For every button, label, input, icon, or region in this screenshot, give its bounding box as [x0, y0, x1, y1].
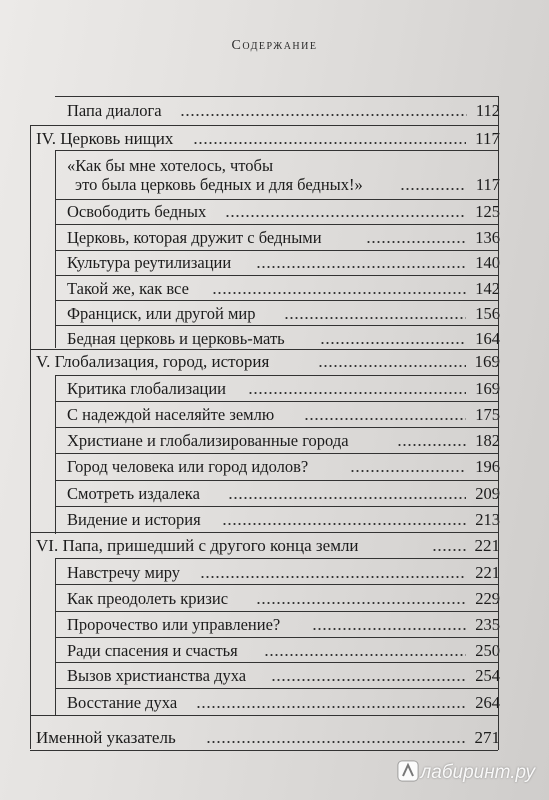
frame-line [55, 150, 498, 151]
frame-line [55, 662, 498, 663]
leader-dots [212, 290, 466, 296]
entry-title: Освободить бедных [67, 202, 207, 221]
toc-entry [0, 228, 549, 250]
leader-dots [206, 739, 466, 745]
toc-entry [0, 329, 549, 351]
entry-title: Христиане и глобализированные города [67, 431, 349, 450]
entry-title: Франциск, или другой мир [67, 304, 256, 323]
leader-dots [320, 340, 466, 346]
entry-title: Такой же, как все [67, 279, 189, 298]
entry-page: 213 [475, 510, 500, 529]
leader-dots [400, 186, 466, 192]
entry-title: Ради спасения и счастья [67, 641, 238, 660]
toc-entry [0, 693, 549, 715]
index-page: 271 [474, 728, 500, 747]
entry-title: Культура реутилизации [67, 253, 232, 272]
toc-chapter [0, 536, 549, 558]
frame-line [30, 750, 498, 751]
frame-line [55, 375, 498, 376]
toc-entry [0, 484, 549, 506]
leader-dots [256, 264, 466, 270]
toc-chapter [0, 129, 549, 151]
entry-title: Папа диалога [67, 101, 162, 120]
frame-line [55, 611, 498, 612]
leader-dots [366, 239, 465, 245]
toc-entry [0, 101, 549, 123]
entry-title: Восстание духа [67, 693, 178, 712]
entry-page: 169 [475, 379, 500, 398]
chapter-page: 117 [475, 129, 500, 148]
toc-entry [0, 253, 549, 275]
frame-line [55, 558, 498, 559]
leader-dots [284, 315, 466, 321]
entry-title: Бедная церковь и церковь-мать [67, 329, 285, 348]
frame-line [55, 325, 498, 326]
entry-page: 117 [475, 175, 500, 194]
frame-line [55, 688, 498, 689]
leader-dots [264, 652, 466, 658]
entry-page: 254 [475, 666, 500, 685]
leader-dots [318, 363, 466, 369]
entry-page: 142 [475, 279, 500, 298]
frame-line [30, 125, 498, 126]
frame-line [55, 637, 498, 638]
toc-entry [0, 431, 549, 453]
toc-entry [0, 666, 549, 688]
entry-page: 125 [475, 202, 500, 221]
leader-dots [304, 416, 466, 422]
toc-entry [0, 304, 549, 326]
chapter-title: IV. Церковь нищих [36, 129, 174, 148]
frame-line [55, 250, 498, 251]
entry-title: Как преодолеть кризис [67, 589, 229, 608]
entry-page: 156 [475, 304, 500, 323]
entry-page: 140 [475, 253, 500, 272]
frame-line [55, 584, 498, 585]
entry-title: Город человека или город идолов? [67, 457, 309, 476]
entry-title: Навстречу миру [67, 563, 181, 582]
chapter-title: V. Глобализация, город, история [36, 352, 270, 371]
entry-title: С надеждой населяйте землю [67, 405, 275, 424]
leader-dots [248, 390, 466, 396]
toc-chapter [0, 352, 549, 374]
toc-entry [0, 563, 549, 585]
chapter-page: 169 [474, 352, 500, 371]
toc-entry [0, 405, 549, 427]
entry-page: 112 [475, 101, 500, 120]
frame-line [55, 199, 498, 200]
frame-line [55, 96, 498, 97]
frame-line [498, 96, 499, 750]
leader-dots [222, 521, 466, 527]
frame-line [55, 275, 498, 276]
toc-entry [0, 510, 549, 532]
entry-title: Церковь, которая дружит с бедными [67, 228, 322, 247]
page-header: Содержание [231, 38, 318, 53]
frame-line [55, 453, 498, 454]
toc-entry [0, 457, 549, 479]
frame-line [55, 224, 498, 225]
entry-title: Вызов христианства духа [67, 666, 247, 685]
entry-page: 209 [475, 484, 500, 503]
chapter-title: VI. Папа, пришедший с другого конца земли [36, 536, 359, 555]
leader-dots [225, 213, 465, 219]
toc-entry [0, 615, 549, 637]
entry-title: Критика глобализации [67, 379, 227, 398]
entry-title-line1: «Как бы мне хотелось, чтобы [67, 156, 274, 175]
frame-line [55, 427, 498, 428]
toc-entry [0, 641, 549, 663]
leader-dots [196, 704, 466, 710]
leader-dots [271, 677, 466, 683]
toc-entry [0, 379, 549, 401]
entry-title: Смотреть издалека [67, 484, 200, 503]
toc-entry [0, 279, 549, 301]
frame-line [30, 715, 498, 716]
watermark-text: лабиринт.ру [420, 762, 535, 783]
frame-line [30, 125, 31, 749]
entry-page: 264 [475, 693, 500, 712]
leader-dots [200, 574, 466, 580]
leader-dots [312, 626, 466, 632]
entry-page: 164 [475, 329, 500, 348]
chapter-page: 221 [474, 536, 500, 555]
frame-line [55, 300, 498, 301]
toc-entry [0, 175, 549, 197]
entry-page: 196 [475, 457, 500, 476]
entry-title-line2: это была церковь бедных и для бедных!» [75, 175, 363, 194]
entry-page: 136 [475, 228, 500, 247]
frame-line [55, 480, 498, 481]
frame-line [30, 349, 498, 350]
toc-entry [0, 589, 549, 611]
leader-dots [180, 112, 467, 118]
frame-line [55, 506, 498, 507]
entry-page: 175 [475, 405, 500, 424]
entry-page: 235 [475, 615, 500, 634]
toc-entry [0, 202, 549, 224]
toc-index-entry [0, 728, 549, 750]
entry-title: Видение и история [67, 510, 201, 529]
leader-dots [193, 140, 466, 146]
entry-page: 182 [475, 431, 500, 450]
index-title: Именной указатель [36, 728, 176, 747]
entry-title: Пророчество или управление? [67, 615, 281, 634]
frame-line [30, 532, 498, 533]
leader-dots [228, 495, 466, 501]
entry-page: 250 [475, 641, 500, 660]
watermark [397, 760, 535, 784]
leader-dots [350, 468, 466, 474]
entry-page: 221 [475, 563, 500, 582]
labirint-logo-icon [397, 760, 419, 782]
entry-page: 229 [475, 589, 500, 608]
leader-dots [256, 600, 466, 606]
leader-dots [397, 442, 466, 448]
leader-dots [432, 547, 466, 553]
frame-line [55, 401, 498, 402]
